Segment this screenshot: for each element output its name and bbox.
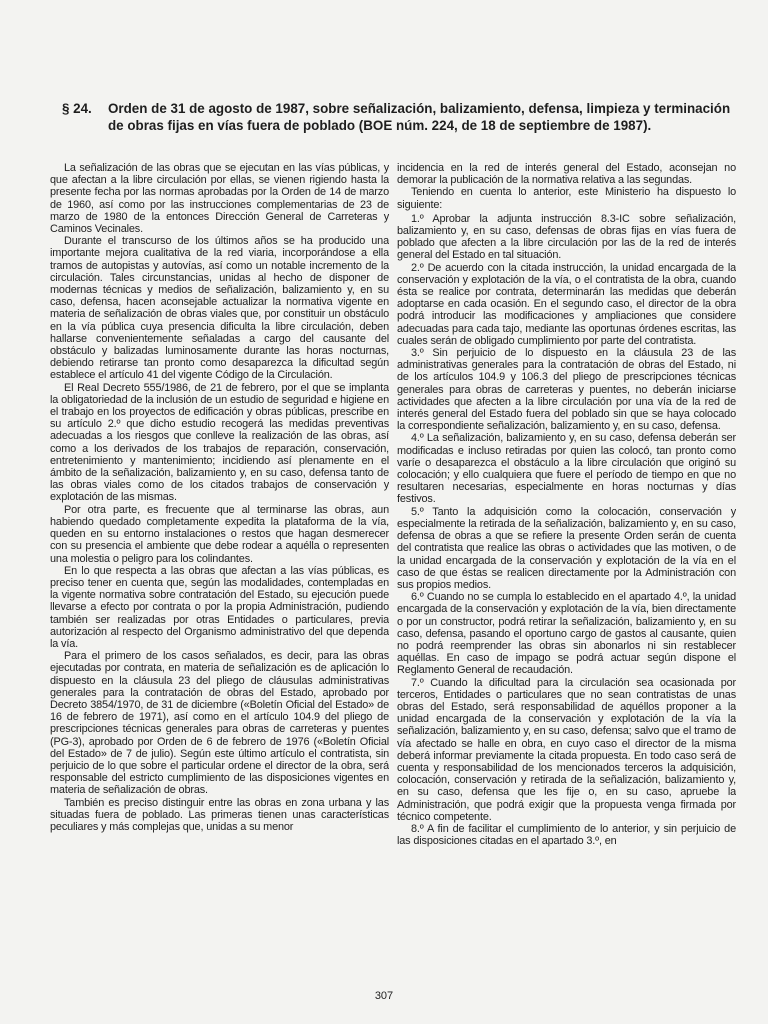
right-column xyxy=(397,162,736,984)
paragraph: La señalización de las obras que se ejecutan en las vías públicas, y que afectan a la libre circulación por ellas, se vienen rigiendo hasta la presente fecha por las normas aprobadas por la Orden de 14 de marzo de 1960, así como por las instrucciones complementarias de 23 de marzo de 1980 de la entonces Dirección General de Carreteras y Caminos Vecinales. xyxy=(50,162,389,236)
paragraph: Por otra parte, es frecuente que al terminarse las obras, aun habiendo quedado completamente expedita la plataforma de la vía, queden en su entorno instalaciones o restos que hagan desmerecer con su presencia el ambiente que debe rodear a aquélla o representen una molestia o peligro para los colindantes. xyxy=(50,503,389,565)
page-number: 307 xyxy=(374,990,394,1002)
paragraph: También es preciso distinguir entre las obras en zona urbana y las situadas fuera de poblado. Las primeras tienen unas características peculiares y más complejas que, unidas a su menor xyxy=(50,796,389,833)
paragraph: Para el primero de los casos señalados, es decir, para las obras ejecutadas por contrata, en materia de señalización es de aplicación lo dispuesto en la cláusula 23 del pliego de cláusulas administrativas generales para la contratación de obras del Estado, aprobado por Decreto 3854/1970, de 31 de diciembre («Boletín Oficial del Estado» de 16 de febrero de 1971), así como en el artículo 104.9 del pliego de prescripciones técnicas generales para obras de carreteras y puentes (PG-3), aprobado por Orden de 6 de febrero de 1976 («Boletín Oficial del Estado» de 7 de julio). Según este último artículo el contratista, sin perjuicio de lo que sobre el particular ordene el director de la obra, será responsable del estricto cumplimiento de las disposiciones vigentes en materia de señalización de obras. xyxy=(50,650,389,797)
section-title: Orden de 31 de agosto de 1987, sobre señalización, balizamiento, defensa, limpieza y terminación de obras fijas en vías fuera de poblado (BOE núm. 224, de 18 de septiembre de 1987). xyxy=(108,101,731,133)
article-item: 8.º A fin de facilitar el cumplimiento de lo anterior, y sin perjuicio de las disposiciones citadas en el apartado 3.º, en xyxy=(397,822,736,848)
article-item: 7.º Cuando la dificultad para la circulación sea ocasionada por terceros, Entidades o particulares que no sean contratistas de unas obras del Estado, será responsabilidad de aquéllos proponer a la unidad encargada de la conservación y explotación de la vía la señalización, balizamiento y, en su caso, defensa; salvo que el tramo de vía afectado se halle en obra, en cuyo caso el director de la misma deberá informar previamente la citada propuesta. En todo caso será de cuenta y responsabilidad de los mencionados terceros la adquisición, colocación, conservación y retirada de la señalización, balizamiento y, en su caso, defensa que les fije o, en su caso, apruebe la Administración, que podrá exigir que la propuesta venga firmada por técnico competente. xyxy=(397,676,736,823)
article-item: 6.º Cuando no se cumpla lo establecido en el apartado 4.º, la unidad encargada de la conservación y explotación de la vía, bien directamente o por un constructor, podrá retirar la señalización, balizamiento y, en su caso, defensa, pasando el oportuno cargo de gastos al causante, quien no podrá reemprender las obras sin abonarlos ni sin restablecer aquéllas. En caso de impago se podrá actuar según dispone el Reglamento General de recaudación. xyxy=(397,591,736,677)
paragraph: En lo que respecta a las obras que afectan a las vías públicas, es preciso tener en cuenta que, según las modalidades, contempladas en la vigente normativa sobre contratación del Estado, su ejecución puede llevarse a efecto por contrata o por la propia Administración, pudiendo también ser realizadas por otras Entidades o particulares, previa autorización al respecto del Organismo administrativo del que dependa la vía. xyxy=(50,564,389,650)
article-item: 3.º Sin perjuicio de lo dispuesto en la cláusula 23 de las administrativas generales para la contratación de obras del Estado, ni de los artículos 104.9 y 106.3 del pliego de prescripciones técnicas generales para obras de carreteras y puentes, no deberán iniciarse actividades que afecten a la libre circulación por una vía de la red de interés general del Estado fuera del poblado sin que se haya colocado la correspondiente señalización, balizamiento y, en su caso, defensa. xyxy=(397,347,736,433)
paragraph-intro: Teniendo en cuenta lo anterior, este Ministerio ha dispuesto lo siguiente: xyxy=(397,186,736,211)
article-item: 4.º La señalización, balizamiento y, en su caso, defensa deberán ser modificadas e incluso retiradas por quien las colocó, tan pronto como varíe o desaparezca el obstáculo a la libre circulación que originó su colocación; y ello cualquiera que fuere el período de tiempo en que no resultaren necesarias, especialmente en horas nocturnas y días festivos. xyxy=(397,432,736,506)
paragraph-continuation: incidencia en la red de interés general del Estado, aconsejan no demorar la publicación de la normativa relativa a las segundas. xyxy=(397,162,736,187)
section-number: § 24. xyxy=(62,101,92,116)
article-item: 2.º De acuerdo con la citada instrucción, la unidad encargada de la conservación y explotación de la vía, o el contratista de la obra, cuando ésta se realice por contrata, determinarán las medidas que deberán adoptarse en cada ocasión. En el segundo caso, el director de la obra podrá introducir las modificaciones y ampliaciones que considere adecuadas para cada tajo, mediante las oportunas órdenes escritas, las cuales serán de obligado cumplimiento por parte del contratista. xyxy=(397,261,736,347)
paragraph: Durante el transcurso de los últimos años se ha producido una importante mejora cualitativa de la red viaria, incorporándose a ella tramos de autopistas y autovías, así como un notable incremento de la circulación. Tales circunstancias, unidas al hecho de disponer de modernas técnicas y medios de señalización, balizamiento y, en su caso, defensa, hacen aconsejable actualizar la normativa vigente en materia de señalización de obras viales que, por constituir un obstáculo en la vía pública cuya presencia dificulta la libre circulación, deben hallarse convenientemente señaladas a cargo del causante del obstáculo y balizadas luminosamente durante las horas nocturnas, debiendo retirarse tan pronto como desaparezca la dificultad según establece el artículo 41 del vigente Código de la Circulación. xyxy=(50,235,389,382)
left-column xyxy=(50,162,389,984)
article-item: 5.º Tanto la adquisición como la colocación, conservación y especialmente la retirada de la señalización, balizamiento y, en su caso, defensa de obras a que se refiere la presente Orden serán de cuenta del contratista que realice las obras o actividades que las motiven, o de la unidad encargada de la conservación y explotación de la vía en el caso de que éstas se realicen directamente por la Administración con sus propios medios. xyxy=(397,505,736,591)
paragraph: El Real Decreto 555/1986, de 21 de febrero, por el que se implanta la obligatoriedad de la inclusión de un estudio de seguridad e higiene en el trabajo en los proyectos de edificación y obras públicas, prescribe en su artículo 2.º que dicho estudio recogerá las medidas preventivas adecuadas a los riesgos que conlleve la realización de las obras, así como a los derivados de los trabajos de reparación, conservación, entretenimiento y mantenimiento; incidiendo así plenamente en el ámbito de la señalización, balizamiento y, en su caso, defensa tanto de las obras viales como de los citados trabajos de conservación y explotación de las mismas. xyxy=(50,381,389,504)
article-item: 1.º Aprobar la adjunta instrucción 8.3-IC sobre señalización, balizamiento y, en su caso, defensas de obras fijas en vías fuera de poblado que afecten a la libre circulación por las de la red de interés general del Estado en tal situación. xyxy=(397,212,736,262)
section-heading xyxy=(62,100,734,134)
